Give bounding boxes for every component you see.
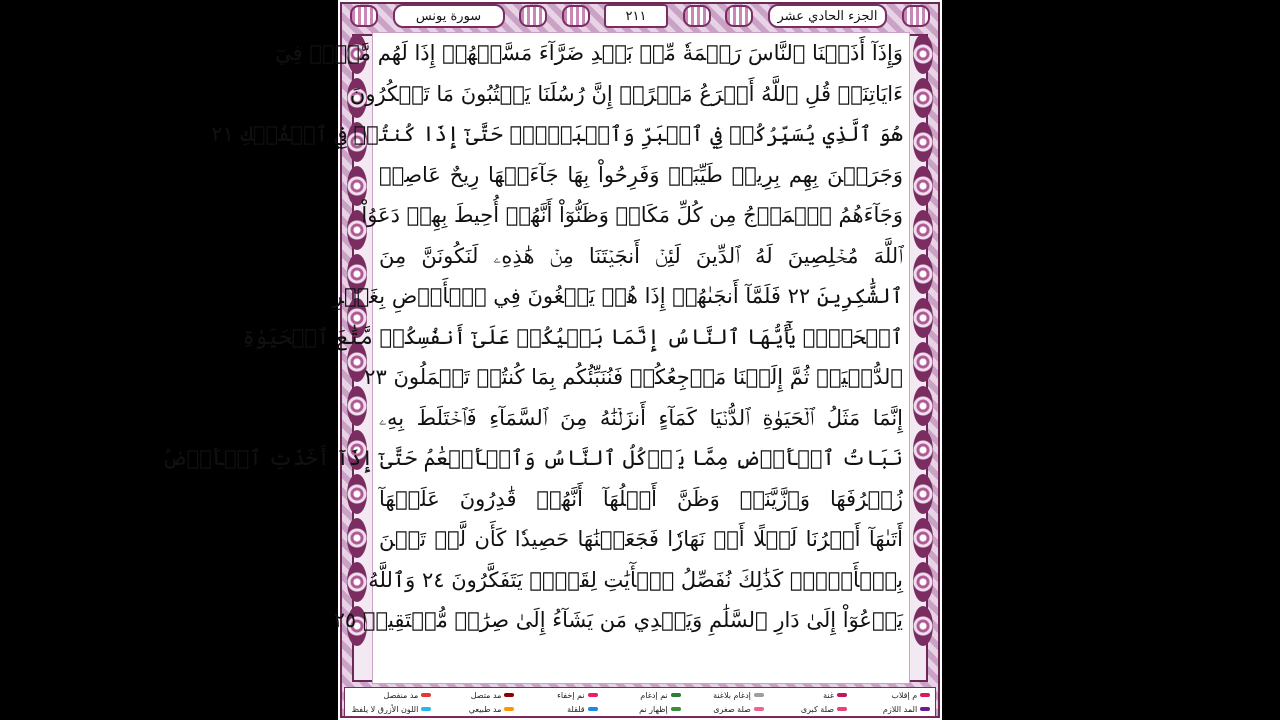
legend-item	[849, 691, 930, 700]
legend-item	[682, 691, 763, 700]
text-line: أَتَىٰهَآ أَمۡرُنَا لَيۡلًا أَوۡ نَهَارٗا فَجَعَلۡنَٰهَا حَصِيدٗا كَأَن لَّمۡ تَغۡنَ	[379, 527, 903, 551]
text-line: ٱللَّهَ مُخۡلِصِينَ لَهُ ٱلدِّينَ لَئِنۡ أَنجَيۡتَنَا مِنۡ هَٰذِهِۦ لَنَكُونَنَّ مِنَ	[379, 243, 903, 268]
legend-item	[433, 705, 514, 714]
legend-item	[849, 705, 930, 714]
legend-label: المد اللازم	[882, 704, 918, 714]
header-ornament	[683, 5, 711, 27]
legend-label: اللون الأزرق لا يلفظ	[351, 704, 419, 714]
legend-color-swatch	[588, 707, 598, 711]
text-line: نَبَاتُ ٱلۡأَرۡضِ مِمَّا يَأۡكُلُ ٱلنَّاسُ وَٱلۡأَنۡعَٰمُ حَتَّىٰٓ إِذَآ أَخَذَتِ ٱلۡأَرۡضُ	[162, 446, 903, 470]
quran-text-area	[162, 32, 910, 684]
legend-color-swatch	[588, 693, 598, 697]
legend-item	[599, 705, 680, 714]
legend-item	[682, 705, 763, 714]
text-line: وَإِذَآ أَذَقۡنَا ٱلنَّاسَ رَحۡمَةٗ مِّنۢ بَعۡدِ ضَرَّآءَ مَسَّتۡهُمۡ إِذَا لَهُم مَّكۡرٞ فِيٓ	[275, 41, 903, 65]
text-line: وَجَآءَهُمُ ٱلۡمَوۡجُ مِن كُلِّ مَكَانٖ وَظَنُّوٓاْ أَنَّهُمۡ أُحِيطَ بِهِمۡ دَعَوُاْ	[361, 203, 903, 227]
legend-label: صلة صغرى	[713, 704, 751, 714]
legend-label: مد منفصل	[383, 690, 419, 700]
legend-color-swatch	[920, 707, 930, 711]
legend-color-swatch	[837, 693, 847, 697]
legend-item	[516, 691, 597, 700]
legend-item	[766, 691, 847, 700]
legend-item	[433, 691, 514, 700]
text-line: هُوَ ٱلَّذِي يُسَيِّرُكُمۡ فِي ٱلۡبَرِّ وَٱلۡبَحۡرِۖ حَتَّىٰٓ إِذَا كُنتُمۡ فِي ٱلۡفُلۡكِ ٢١	[211, 122, 903, 146]
header-ornament	[725, 5, 753, 27]
header-ornament	[562, 5, 590, 27]
legend-color-swatch	[421, 693, 431, 697]
header-ornament-right	[902, 5, 930, 27]
legend-label: صلة كبرى	[800, 704, 835, 714]
legend-color-swatch	[754, 707, 764, 711]
text-line: بِٱلۡأَمۡسِۚ كَذَٰلِكَ نُفَصِّلُ ٱلۡأٓيَٰتِ لِقَوۡمٖ يَتَفَكَّرُونَ ٢٤ وَٱللَّهُ	[368, 567, 903, 592]
text-line: يَدۡعُوٓاْ إِلَىٰ دَارِ ٱلسَّلَٰمِ وَيَهۡدِي مَن يَشَآءُ إِلَىٰ صِرَٰطٖ مُّسۡتَقِيمٖ ٢٥	[333, 608, 903, 632]
legend-color-swatch	[421, 707, 431, 711]
legend-color-swatch	[920, 693, 930, 697]
text-line: إِنَّمَا مَثَلُ ٱلۡحَيَوٰةِ ٱلدُّنۡيَا كَمَآءٍ أَنزَلۡنَٰهُ مِنَ ٱلسَّمَآءِ فَٱخۡتَلَطَ بِهِۦ	[379, 405, 903, 430]
text-line: ٱلشَّٰكِرِينَ ٢٢ فَلَمَّآ أَنجَىٰهُمۡ إِذَا هُمۡ يَبۡغُونَ فِي ٱلۡأَرۡضِ بِغَيۡرِ	[332, 284, 903, 308]
surah-name-label: سورة يونس	[393, 4, 505, 28]
header-ornament-left	[350, 5, 378, 27]
legend-item	[599, 691, 680, 700]
legend-label: مد متصل	[470, 690, 502, 700]
legend-label: مد طبيعي	[468, 704, 502, 714]
legend-item	[350, 705, 431, 714]
text-line: وَجَرَيۡنَ بِهِم بِرِيحٖ طَيِّبَةٖ وَفَرِحُواْ بِهَا جَآءَتۡهَا رِيحٌ عَاصِفٞ	[379, 162, 903, 187]
page-header	[346, 3, 934, 29]
legend-color-swatch	[504, 707, 514, 711]
legend-color-swatch	[671, 693, 681, 697]
legend-item	[516, 705, 597, 714]
legend-item	[766, 705, 847, 714]
legend-color-swatch	[671, 707, 681, 711]
text-line: ٱلۡحَقِّۗ يَٰٓأَيُّهَا ٱلنَّاسُ إِنَّمَا بَغۡيُكُمۡ عَلَىٰٓ أَنفُسِكُمۖ مَّتَٰعَ ٱلۡحَيَوٰةِ	[242, 324, 903, 349]
legend-color-swatch	[754, 693, 764, 697]
mushaf-page	[162, 0, 942, 720]
legend-label: إظهار نم	[639, 704, 668, 714]
tajweed-legend	[344, 687, 936, 717]
legend-label: م إقلاب	[891, 690, 918, 700]
header-ornament	[519, 5, 547, 27]
legend-label: غنة	[823, 690, 835, 700]
legend-label: إدغام بلاغنة	[713, 690, 751, 700]
legend-color-swatch	[837, 707, 847, 711]
text-line: ءَايَاتِنَاۚ قُلِ ٱللَّهُ أَسۡرَعُ مَكۡرًاۚ إِنَّ رُسُلَنَا يَكۡتُبُونَ مَا تَمۡكُرُونَ	[349, 81, 903, 106]
page-number: ٢١١	[604, 4, 668, 28]
legend-label: نم إدغام	[640, 690, 668, 700]
legend-color-swatch	[504, 693, 514, 697]
text-line: ٱلدُّنۡيَاۖ ثُمَّ إِلَيۡنَا مَرۡجِعُكُمۡ فَنُنَبِّئُكُم بِمَا كُنتُمۡ تَعۡمَلُونَ ٢٣	[364, 365, 903, 389]
text-line: زُخۡرُفَهَا وَٱزَّيَّنَتۡ وَظَنَّ أَهۡلُهَآ أَنَّهُمۡ قَٰدِرُونَ عَلَيۡهَآ	[379, 486, 903, 511]
legend-label: نم إخفاء	[557, 690, 585, 700]
legend-label: قلقلة	[567, 704, 585, 714]
right-border-ornament	[912, 30, 934, 684]
legend-item	[350, 691, 431, 700]
juz-label: الجزء الحادي عشر	[768, 4, 888, 28]
